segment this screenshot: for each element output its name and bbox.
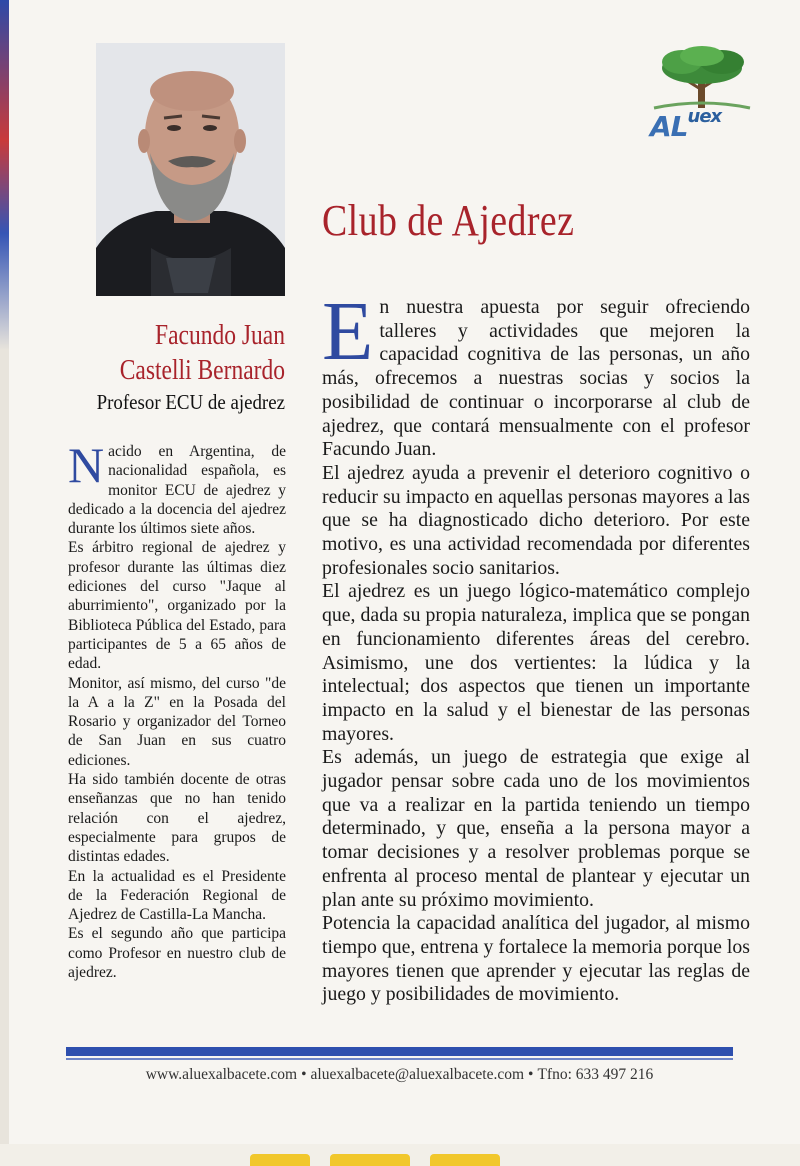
bottom-strip (0, 1144, 800, 1166)
bio-dropcap: N (68, 437, 105, 493)
article-paragraph: Es además, un juego de estrategia que exige al jugador pensar sobre cada uno de los movimientos que va a realizar en la partida teniendo un tiempo determinado, y que, enseña a la persona mayor a tomar decisiones y a resolver problemas porque se enfrenta al proceso mental de plantear y ejecutar un plan ante su próximo movimiento. (322, 746, 750, 911)
bio-column (68, 437, 286, 982)
bio-text-1: acido en Argentina, de nacionalidad española, es monitor ECU de ajedrez y dedicado a la docencia del ajedrez durante los últimos siete años. (68, 443, 286, 538)
separator-dot: • (528, 1066, 534, 1083)
bio-paragraph: En la actualidad es el Presidente de la Federación Regional de Ajedrez de Castilla-La Mancha. (68, 867, 286, 924)
article-dropcap: E (322, 285, 374, 378)
logo-suffix: uex (687, 106, 722, 127)
bio-paragraph: Es el segundo año que participa como Profesor en nuestro club de ajedrez. (68, 925, 286, 982)
profile-role: Profesor ECU de ajedrez (96, 390, 285, 414)
footer-phone: Tfno: 633 497 216 (537, 1066, 654, 1083)
profile-name-line2: Castelli Bernardo (119, 355, 285, 386)
logo-name: AL (650, 110, 688, 143)
bio-paragraph (68, 437, 286, 538)
article-text-1: n nuestra apuesta por seguir ofreciendo talleres y actividades que mejoren la capacidad cognitiva de las personas, un año más, ofrecemos a nuestras socias y socios la posibilidad de continuar o incorporarse al club de ajedrez, que contará mensualmente con el profesor Facundo Juan. (322, 296, 750, 461)
profile-caption (60, 318, 285, 416)
bottom-decoration (330, 1154, 410, 1166)
profile-name-line1: Facundo Juan (154, 320, 285, 351)
article-column (322, 285, 750, 1007)
article-paragraph: Potencia la capacidad analítica del jugador, al mismo tiempo que, entrena y fortalece la memoria porque los mayores tienen que aprender y ejecutar las reglas de juego y posibilidades de movimiento. (322, 912, 750, 1006)
page-title: Club de Ajedrez (322, 196, 575, 245)
separator-dot: • (301, 1066, 307, 1083)
article-paragraph (322, 285, 750, 462)
bio-paragraph: Ha sido también docente de otras enseñanzas que no han tenido relación con el ajedrez, especialmente para grupos de distintas edades. (68, 771, 286, 866)
footer-website-link[interactable]: www.aluexalbacete.com (145, 1066, 298, 1083)
profile-photo (96, 43, 285, 296)
footer-rule (66, 1047, 733, 1056)
footer-contact (66, 1066, 733, 1084)
aluex-logo (650, 106, 721, 143)
bio-paragraph: Monitor, así mismo, del curso "de la A a la Z" en la Posada del Rosario y organizador del Torneo de San Juan en sus cuatro ediciones. (68, 674, 286, 769)
portrait-illustration (96, 43, 285, 296)
footer-rule-thin (66, 1058, 733, 1060)
bottom-decoration (430, 1154, 500, 1166)
bio-paragraph: Es árbitro regional de ajedrez y profesor durante las últimas diez ediciones del curso "Jaque al aburrimiento", organizado por la Biblioteca Pública del Estado, para participantes de 5 a 65 años de edad. (68, 539, 286, 673)
page-edge (0, 0, 9, 1166)
article-paragraph: El ajedrez ayuda a prevenir el deterioro cognitivo o reducir su impacto en aquellas personas mayores a las que se ha diagnosticado dicho deterioro. Por este motivo, es una actividad recomendada por diferentes profesionales socio sanitarios. (322, 461, 750, 579)
article-paragraph: El ajedrez es un juego lógico-matemático complejo que, dada su propia naturaleza, implica que se pongan en funcionamiento diferentes áreas del cerebro. Asimismo, une dos vertientes: la lúdica y la intelectual; dos aspectos que tienen un importante impacto en la salud y el bienestar de las personas mayores. (322, 580, 750, 745)
footer-email-link[interactable]: aluexalbacete@aluexalbacete.com (310, 1066, 525, 1083)
bottom-decoration (250, 1154, 310, 1166)
